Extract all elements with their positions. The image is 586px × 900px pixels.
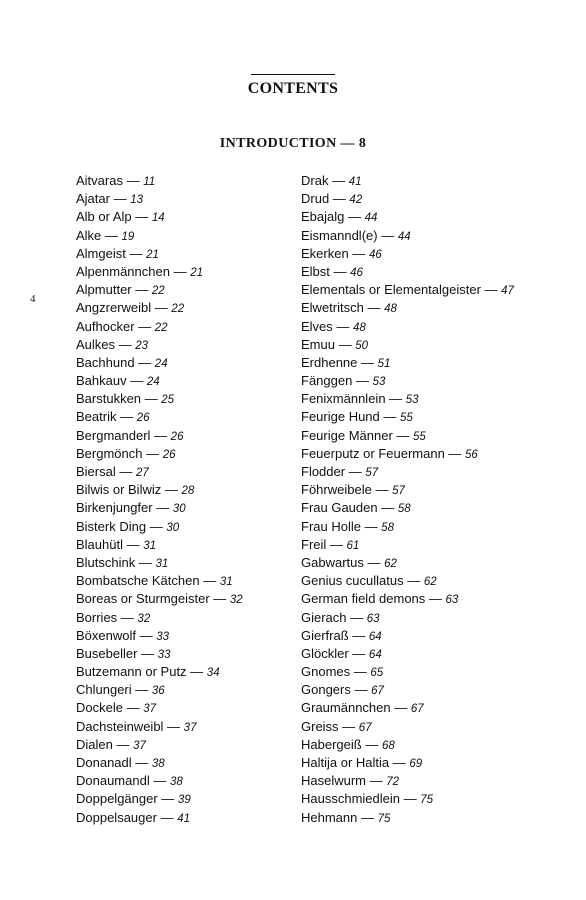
entry-page: 21: [190, 266, 203, 279]
entry-name: Dialen: [76, 736, 113, 752]
entry-page: 57: [365, 467, 379, 479]
contents-entry[interactable]: Habergeiß — 68: [301, 736, 395, 752]
entry-name: Emuu: [301, 336, 335, 352]
contents-entry[interactable]: Haltija or Haltia — 69: [301, 755, 423, 770]
entry-name: Bachhund: [76, 354, 135, 370]
contents-entry[interactable]: Elementals or Elementalgeister — 47: [301, 282, 514, 298]
entry-name: Aufhocker: [76, 318, 135, 334]
entry-page: 41: [177, 812, 190, 825]
contents-entry[interactable]: Bombatsche Kätchen — 31: [76, 573, 233, 589]
contents-entry[interactable]: Aitvaras — 11: [76, 173, 156, 188]
entry-name: Feurige Hund: [301, 409, 380, 425]
entry-name: Haselwurm: [301, 773, 367, 789]
entry-name: Elbst: [301, 263, 330, 279]
contents-entry[interactable]: Barstukken — 25: [76, 391, 175, 407]
contents-entry[interactable]: Donanadl — 38: [76, 755, 165, 770]
contents-entry[interactable]: Flodder — 57: [301, 464, 379, 479]
entry-name: Boreas or Sturmgeister: [76, 591, 210, 607]
entry-page: 31: [219, 576, 233, 589]
entry-page: 48: [384, 303, 397, 316]
entry-name: Aulkes: [76, 336, 116, 352]
contents-entry[interactable]: Alpmutter — 22: [76, 282, 165, 298]
contents-entry[interactable]: Donaumandl — 38: [76, 773, 183, 789]
contents-entry[interactable]: Fänggen — 53: [301, 373, 386, 389]
entry-page: 37: [143, 703, 156, 716]
contents-entry[interactable]: Eismanndl(e) — 44: [301, 227, 411, 243]
entry-page: 38: [151, 758, 165, 770]
entry-name: Bahkauv: [76, 373, 127, 389]
entry-page: 31: [155, 557, 169, 570]
entry-name: Hausschmiedlein: [301, 791, 400, 807]
entry-page: 25: [161, 394, 175, 407]
entry-name: Hehmann: [301, 809, 358, 825]
entry-name: Fänggen: [301, 373, 353, 389]
entry-name: Gongers: [301, 682, 351, 698]
entry-page: 26: [136, 412, 150, 425]
entry-page: 33: [157, 648, 171, 661]
entry-page: 41: [348, 176, 362, 188]
entry-name: Doppelgänger: [76, 791, 158, 807]
contents-entry[interactable]: Gabwartus — 62: [301, 554, 397, 570]
entry-page: 55: [400, 412, 413, 425]
contents-entry[interactable]: Alb or Alp — 14: [76, 209, 165, 225]
contents-entry[interactable]: Dialen — 37: [76, 736, 146, 752]
contents-entry[interactable]: Angzrerweibl — 22: [76, 300, 185, 316]
entry-name: Elementals or Elementalgeister: [301, 282, 481, 298]
entry-page: 26: [170, 430, 184, 443]
contents-entry[interactable]: Butzemann or Putz — 34: [76, 664, 220, 680]
entry-name: Ebajalg: [301, 209, 345, 225]
entry-page: 32: [229, 594, 243, 607]
entry-page: 75: [420, 794, 434, 807]
entry-name: Genius cucullatus: [301, 573, 404, 589]
entry-page: 63: [445, 594, 459, 607]
entry-page: 24: [154, 357, 168, 370]
entry-page: 64: [368, 648, 382, 661]
entry-page: 37: [133, 739, 146, 752]
entry-name: Elwetritsch: [301, 300, 364, 316]
entry-page: 32: [137, 612, 151, 625]
entry-page: 21: [146, 248, 159, 261]
contents-entry[interactable]: Borries — 32: [76, 609, 151, 625]
page-number: 4: [30, 293, 36, 305]
contents-entry[interactable]: Dockele — 37: [76, 700, 156, 716]
entry-page: 68: [381, 739, 395, 752]
entry-page: 14: [151, 212, 165, 225]
entry-page: 65: [370, 667, 384, 680]
entry-page: 75: [377, 812, 391, 825]
entry-name: Donanadl: [76, 755, 132, 770]
entry-page: 55: [413, 430, 426, 443]
entry-page: 11: [143, 176, 156, 188]
entry-name: Donaumandl: [76, 773, 150, 789]
contents-entry[interactable]: Doppelsauger — 41: [76, 809, 190, 825]
entry-page: 51: [377, 357, 391, 370]
entry-name: Bombatsche Kätchen: [76, 573, 200, 589]
entry-name: Alpmutter: [76, 282, 132, 298]
page-title: CONTENTS: [247, 80, 339, 97]
entry-name: Ekerken: [301, 245, 349, 261]
contents-left-column: [76, 172, 291, 827]
entry-name: Alke: [76, 227, 102, 243]
entry-name: Bilwis or Bilwiz: [76, 482, 162, 498]
entry-page: 47: [501, 285, 514, 298]
contents-entry[interactable]: Aufhocker — 22: [76, 318, 168, 334]
entry-page: 53: [405, 394, 419, 407]
contents-entry[interactable]: German field demons — 63: [301, 591, 459, 607]
entry-name: Habergeiß: [301, 736, 362, 752]
entry-name: Gnomes: [301, 664, 351, 680]
entry-name: Alb or Alp: [76, 209, 132, 225]
contents-entry[interactable]: Frau Holle — 58: [301, 518, 394, 534]
contents-entry[interactable]: Böxenwolf — 33: [76, 627, 170, 643]
entry-name: Freil: [301, 536, 327, 552]
contents-entry[interactable]: Busebeller — 33: [76, 645, 171, 661]
entry-page: 22: [151, 285, 165, 298]
contents-entry[interactable]: Graumännchen — 67: [301, 700, 424, 716]
entry-name: Drak: [301, 173, 329, 188]
contents-entry[interactable]: Gnomes — 65: [301, 664, 384, 680]
entry-page: 44: [364, 212, 378, 225]
entry-page: 44: [397, 230, 411, 243]
entry-name: Eismanndl(e): [301, 227, 378, 243]
entry-name: Flodder: [301, 464, 346, 479]
introduction-label: INTRODUCTION: [219, 136, 337, 151]
contents-entry[interactable]: Greiss — 67: [301, 718, 372, 734]
entry-name: Föhrweibele: [301, 482, 372, 498]
entry-name: Elves: [301, 318, 333, 334]
contents-entry[interactable]: Drak — 41: [301, 173, 362, 188]
entry-name: Greiss: [301, 718, 339, 734]
entry-page: 53: [372, 376, 386, 389]
entry-name: Erdhenne: [301, 354, 358, 370]
entry-page: 28: [181, 485, 195, 498]
contents-entry[interactable]: Feurige Hund — 55: [301, 409, 413, 425]
contents-entry[interactable]: Biersal — 27: [76, 464, 149, 479]
introduction-entry[interactable]: INTRODUCTION — 8: [219, 136, 367, 151]
entry-name: Barstukken: [76, 391, 142, 407]
entry-name: Beatrik: [76, 409, 117, 425]
entry-page: 30: [166, 521, 180, 534]
entry-page: 22: [171, 303, 185, 316]
contents-entry[interactable]: Beatrik — 26: [76, 409, 150, 425]
contents-entry[interactable]: Elbst — 46: [301, 263, 363, 279]
contents-entry[interactable]: Bachhund — 24: [76, 354, 168, 370]
entry-name: Chlungeri: [76, 682, 132, 698]
contents-right-column: [301, 172, 561, 827]
entry-name: Dockele: [76, 700, 123, 716]
contents-entry[interactable]: Doppelgänger — 39: [76, 791, 191, 807]
contents-entry[interactable]: Blauhütl — 31: [76, 536, 157, 552]
contents-entry[interactable]: Fenixmännlein — 53: [301, 391, 419, 407]
entry-name: Gierach: [301, 609, 347, 625]
entry-page: 36: [151, 685, 165, 698]
entry-name: Aitvaras: [76, 173, 123, 188]
entry-page: 72: [386, 776, 400, 789]
contents-entry[interactable]: Dachsteinweibl — 37: [76, 718, 197, 734]
entry-name: Doppelsauger: [76, 809, 157, 825]
entry-name: Biersal: [76, 464, 116, 479]
entry-page: 31: [143, 539, 157, 552]
entry-name: Blauhütl: [76, 536, 123, 552]
contents-entry[interactable]: Blutschink — 31: [76, 554, 169, 570]
entry-page: 39: [177, 794, 191, 807]
entry-name: Bergmönch: [76, 445, 143, 461]
entry-page: 50: [355, 339, 368, 352]
contents-entry[interactable]: Feurige Männer — 55: [301, 427, 426, 443]
entry-page: 13: [130, 194, 143, 207]
entry-name: Butzemann or Putz: [76, 664, 187, 680]
entry-name: Haltija or Haltia: [301, 755, 390, 770]
entry-name: Glöckler: [301, 645, 349, 661]
contents-entry[interactable]: Drud — 42: [301, 191, 363, 207]
introduction-page: 8: [358, 136, 367, 151]
entry-page: 69: [409, 758, 423, 770]
entry-name: Drud: [301, 191, 330, 207]
entry-name: Borries: [76, 609, 118, 625]
entry-name: Graumännchen: [301, 700, 391, 716]
entry-name: German field demons: [301, 591, 426, 607]
entry-page: 63: [366, 612, 380, 625]
contents-entry[interactable]: Ekerken — 46: [301, 245, 382, 261]
contents-entry[interactable]: Erdhenne — 51: [301, 354, 391, 370]
contents-entry[interactable]: Boreas or Sturmgeister — 32: [76, 591, 243, 607]
entry-page: 56: [465, 448, 478, 461]
entry-name: Gierfraß: [301, 627, 349, 643]
entry-name: Almgeist: [76, 245, 126, 261]
contents-entry[interactable]: Almgeist — 21: [76, 245, 159, 261]
entry-page: 58: [381, 521, 394, 534]
entry-name: Ajatar: [76, 191, 110, 207]
entry-page: 37: [183, 721, 197, 734]
entry-page: 46: [350, 266, 363, 279]
entry-page: 30: [172, 503, 186, 516]
contents-entry[interactable]: Gierach — 63: [301, 609, 380, 625]
entry-name: Gabwartus: [301, 554, 364, 570]
contents-entry[interactable]: Bergmanderl — 26: [76, 427, 184, 443]
contents-entry[interactable]: Bilwis or Bilwiz — 28: [76, 482, 195, 498]
entry-name: Frau Holle: [301, 518, 361, 534]
entry-name: Angzrerweibl: [76, 300, 152, 316]
entry-name: Alpenmännchen: [76, 263, 170, 279]
contents-entry[interactable]: Emuu — 50: [301, 336, 368, 352]
entry-page: 58: [397, 503, 411, 516]
entry-page: 67: [358, 721, 372, 734]
contents-entry[interactable]: Gierfraß — 64: [301, 627, 382, 643]
entry-page: 57: [392, 485, 405, 498]
entry-page: 48: [353, 321, 366, 334]
contents-entry[interactable]: Elwetritsch — 48: [301, 300, 397, 316]
title-rule: [251, 74, 335, 75]
contents-entry[interactable]: Ebajalg — 44: [301, 209, 378, 225]
contents-entry[interactable]: Frau Gauden — 58: [301, 500, 411, 516]
entry-page: 33: [156, 630, 170, 643]
entry-page: 27: [135, 467, 149, 479]
contents-entry[interactable]: Bahkauv — 24: [76, 373, 160, 389]
entry-page: 67: [410, 703, 424, 716]
entry-page: 19: [121, 230, 135, 243]
entry-name: Feurige Männer: [301, 427, 393, 443]
entry-page: 67: [371, 685, 384, 698]
entry-page: 22: [154, 321, 168, 334]
contents-entry[interactable]: Freil — 61: [301, 536, 360, 552]
entry-name: Blutschink: [76, 554, 136, 570]
contents-entry[interactable]: Bisterk Ding — 30: [76, 518, 180, 534]
entry-page: 62: [423, 576, 437, 589]
contents-entry[interactable]: Alke — 19: [76, 227, 135, 243]
contents-entry[interactable]: Bergmönch — 26: [76, 445, 176, 461]
contents-entry[interactable]: Aulkes — 23: [76, 336, 149, 352]
entry-name: Birkenjungfer: [76, 500, 153, 516]
contents-entry[interactable]: Feuerputz or Feuermann — 56: [301, 445, 478, 461]
entry-page: 62: [384, 557, 397, 570]
contents-entry[interactable]: Föhrweibele — 57: [301, 482, 405, 498]
entry-page: 24: [146, 376, 160, 389]
entry-name: Fenixmännlein: [301, 391, 386, 407]
contents-entry[interactable]: Elves — 48: [301, 318, 366, 334]
entry-name: Böxenwolf: [76, 627, 136, 643]
contents-entry[interactable]: Gongers — 67: [301, 682, 384, 698]
entry-name: Dachsteinweibl: [76, 718, 164, 734]
contents-entry[interactable]: Chlungeri — 36: [76, 682, 165, 698]
entry-page: 46: [368, 248, 382, 261]
entry-name: Frau Gauden: [301, 500, 378, 516]
entry-page: 23: [135, 339, 149, 352]
entry-name: Bisterk Ding: [76, 518, 147, 534]
entry-page: 26: [162, 448, 176, 461]
contents-entry[interactable]: Ajatar — 13: [76, 191, 143, 207]
entry-page: 42: [349, 194, 363, 207]
contents-entry[interactable]: Haselwurm — 72: [301, 773, 400, 789]
entry-page: 61: [346, 539, 360, 552]
entry-name: Feuerputz or Feuermann: [301, 445, 445, 461]
contents-entry[interactable]: Genius cucullatus — 62: [301, 573, 437, 589]
contents-entry[interactable]: Hehmann — 75: [301, 809, 391, 825]
contents-entry[interactable]: Glöckler — 64: [301, 645, 382, 661]
contents-entry[interactable]: Birkenjungfer — 30: [76, 500, 186, 516]
contents-entry[interactable]: Alpenmännchen — 21: [76, 263, 203, 279]
entry-name: Busebeller: [76, 645, 138, 661]
entry-page: 38: [169, 776, 183, 789]
contents-entry[interactable]: Hausschmiedlein — 75: [301, 791, 434, 807]
entry-name: Bergmanderl: [76, 427, 151, 443]
entry-page: 64: [368, 630, 382, 643]
entry-page: 34: [206, 667, 220, 680]
